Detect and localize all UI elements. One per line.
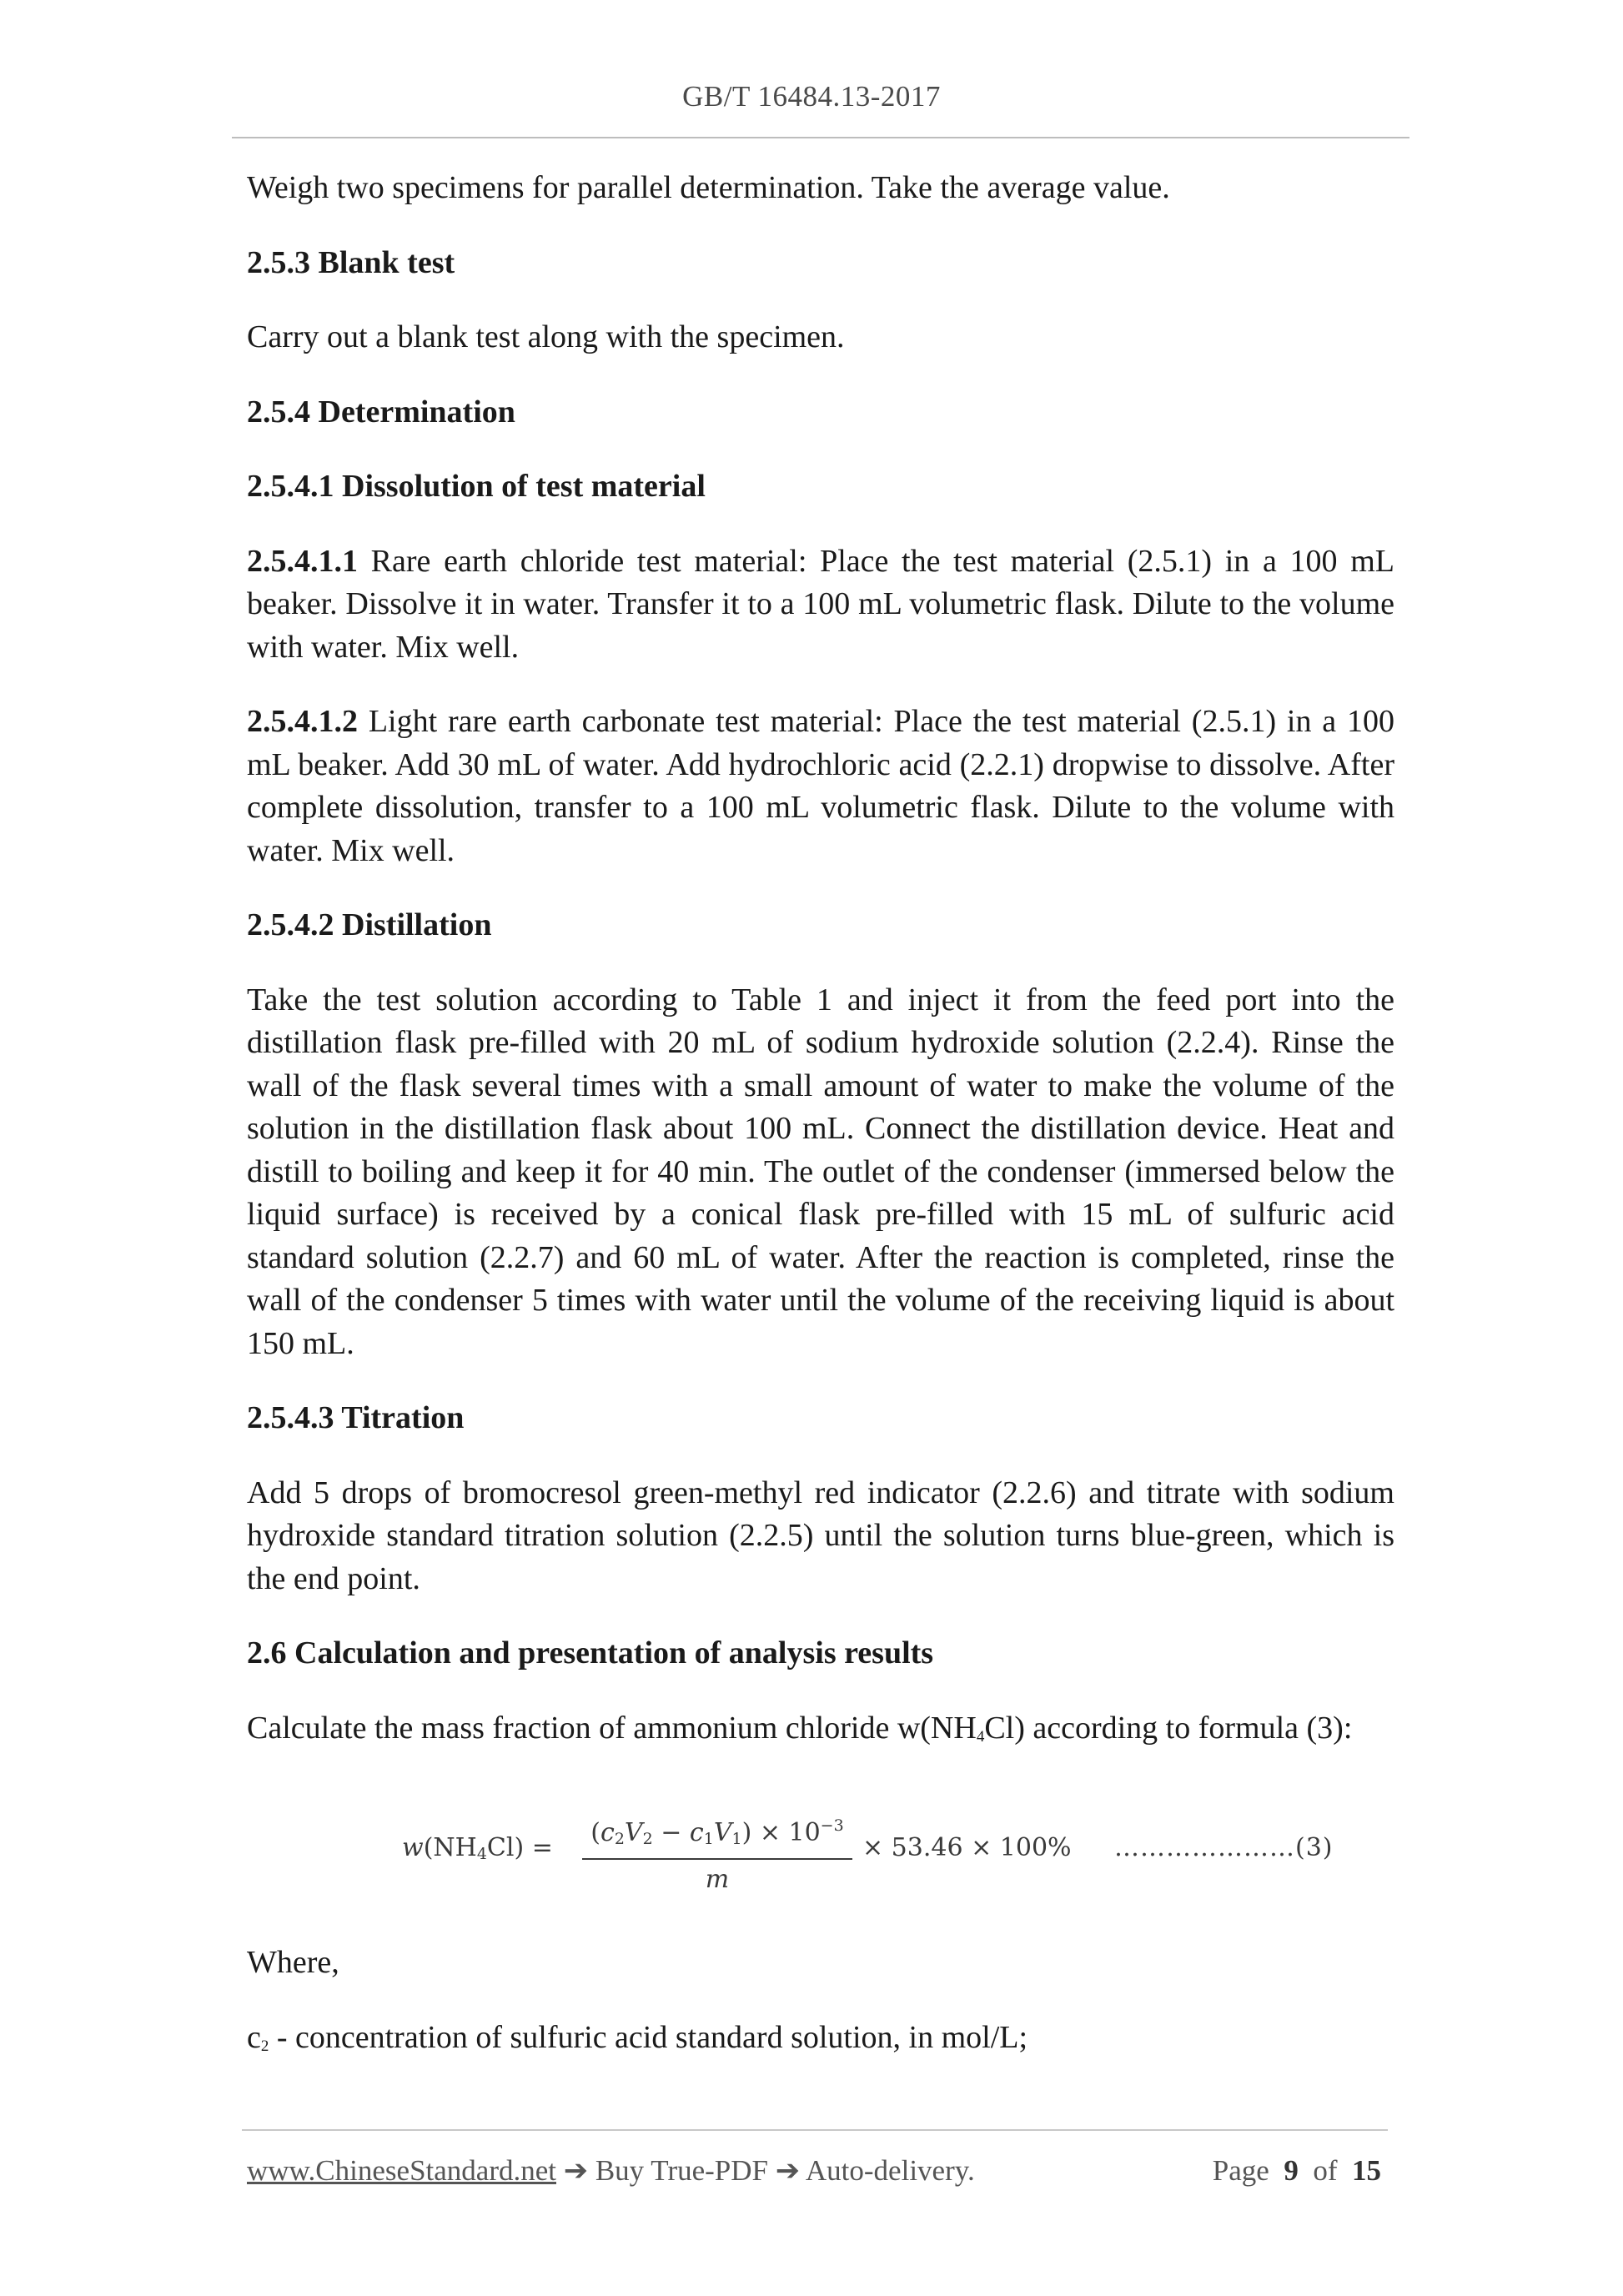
clause-number: 2.5.4.1.1 bbox=[247, 543, 358, 579]
page-number: 9 bbox=[1284, 2154, 1299, 2187]
formula-rhs: × 53.46 × 100% bbox=[862, 1833, 1072, 1862]
document-body bbox=[247, 167, 1394, 2067]
buy-true-pdf-text: Buy True-PDF bbox=[595, 2154, 768, 2187]
formula-number: …………………(3) bbox=[1114, 1833, 1334, 1862]
paragraph-calculate: Calculate the mass fraction of ammonium chloride $w(NH_4Cl)$ according to formula (3): bbox=[247, 1710, 1353, 1746]
footer-divider bbox=[242, 2129, 1388, 2131]
heading-2-5-4: 2.5.4 Determination bbox=[247, 394, 515, 430]
footer-promo: www.ChineseStandard.net ➔ Buy True-PDF ➔ Auto-delivery. bbox=[247, 2154, 975, 2187]
paragraph-blank-test: Carry out a blank test along with the specimen. bbox=[247, 319, 845, 354]
paragraph-titration: Add 5 drops of bromocresol green-methyl red indicator (2.2.6) and titrate with sodium hydroxide standard titration solution (2.2.5) until the solution turns blue-green, which is the end point. bbox=[247, 1475, 1394, 1596]
formula-numerator: $(c_2V_2 - c_1V_1) \times 10^{-3}$ bbox=[590, 1816, 844, 1848]
heading-2-5-4-2: 2.5.4.2 Distillation bbox=[247, 907, 492, 942]
site-link[interactable]: www.ChineseStandard.net bbox=[247, 2154, 556, 2187]
paragraph-2-5-4-1-1 bbox=[247, 540, 1394, 670]
clause-text: Light rare earth carbonate test material: Place the test material (2.5.1) in a 100 mL beaker. Add 30 mL of water. Add hydrochloric acid (2.2.1) dropwise to dissolve. After complete dissolution, transfer to a 100 mL volumetric flask. Dilute to the volume with water. Mix well. bbox=[247, 704, 1394, 868]
page-total: 15 bbox=[1352, 2154, 1381, 2187]
heading-2-5-4-1: 2.5.4.1 Dissolution of test material bbox=[247, 469, 706, 504]
paragraph-2-5-4-1-2 bbox=[247, 701, 1394, 872]
fraction-bar bbox=[582, 1858, 852, 1860]
document-header-title: GB/T 16484.13-2017 bbox=[682, 80, 941, 113]
clause-text: Rare earth chloride test material: Place the test material (2.5.1) in a 100 mL beaker. Dissolve it in water. Transfer it to a 100 mL volumetric flask. Dilute to the volume with water. Mix well. bbox=[247, 543, 1394, 665]
paragraph-weigh: Weigh two specimens for parallel determination. Take the average value. bbox=[247, 170, 1170, 205]
formula-lhs: $w(NH_4Cl)$ = bbox=[402, 1833, 553, 1863]
formula-fraction bbox=[582, 1808, 852, 1898]
paragraph-distillation: Take the test solution according to Table 1 and inject it from the feed port into the distillation flask pre-filled with 20 mL of sodium hydroxide solution (2.2.4). Rinse the wall of the flask several times with a small amount of water to make the volume of the solution in the distillation flask about 100 mL. Connect the distillation device. Heat and distill to boiling and keep it for 40 min. The outlet of the condenser (immersed below the liquid surface) is received by a conical flask pre-filled with 15 mL of sulfuric acid standard solution (2.2.7) and 60 mL of water. After the reaction is completed, rinse the wall of the condenser 5 times with water until the volume of the receiving liquid is about 150 mL. bbox=[247, 982, 1394, 1361]
clause-number: 2.5.4.1.2 bbox=[247, 704, 358, 739]
header-divider bbox=[232, 137, 1409, 138]
definition-c2: $c_2$ - concentration of sulfuric acid standard solution, in mol/L; bbox=[247, 2019, 1028, 2055]
paragraph-where: Where, bbox=[247, 1945, 339, 1980]
heading-2-5-4-3: 2.5.4.3 Titration bbox=[247, 1400, 465, 1435]
auto-delivery-text: Auto-delivery. bbox=[805, 2154, 975, 2187]
heading-2-5-3: 2.5.3 Blank test bbox=[247, 244, 455, 280]
page-indicator: Page 9 of 15 bbox=[1212, 2154, 1381, 2187]
formula-3 bbox=[247, 1808, 1394, 1900]
formula-denominator: m bbox=[705, 1865, 730, 1894]
heading-2-6: 2.6 Calculation and presentation of analysis results bbox=[247, 1635, 934, 1671]
